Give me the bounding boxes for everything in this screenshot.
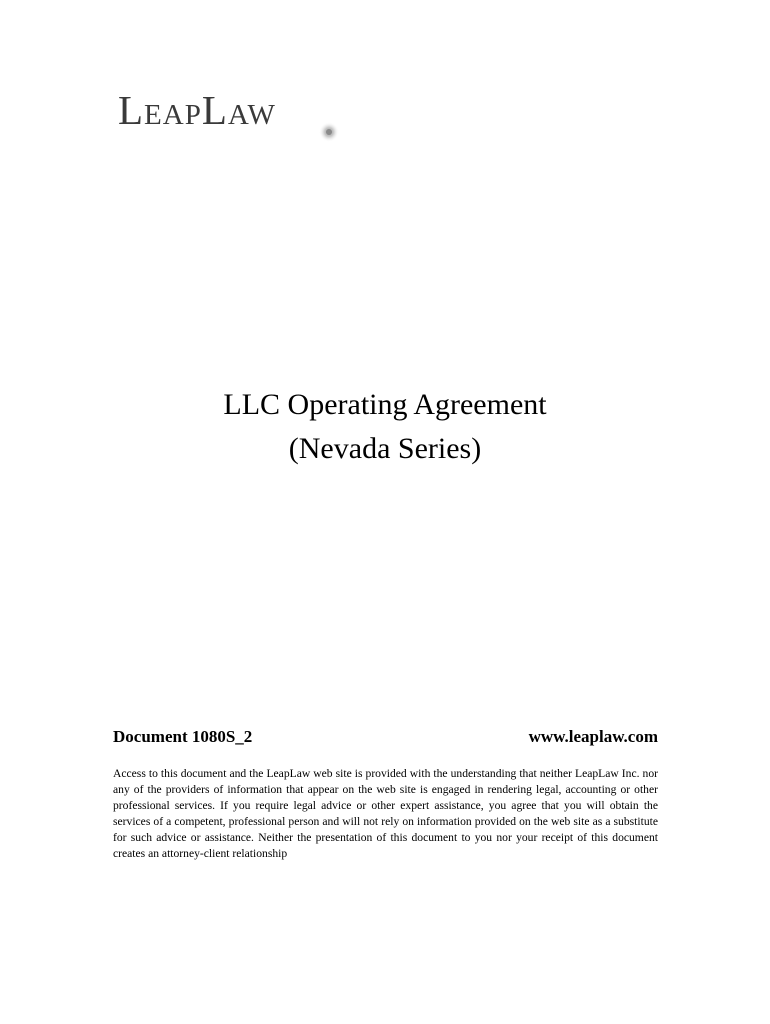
logo-swoosh-icon — [118, 122, 378, 142]
document-title — [0, 383, 770, 471]
document-info-row — [113, 727, 658, 751]
leaplaw-logo — [118, 88, 378, 148]
logo-wordmark: LeapLaw — [118, 87, 276, 133]
disclaimer-paragraph: Access to this document and the LeapLaw web site is provided with the understanding that neither LeapLaw Inc. nor any of the providers of information that appear on the web site is engaged in rendering legal, accounting or other professional services. If you require legal advice or other expert assistance, you agree that you will obtain the services of a competent, professional person and will not rely on information provided on the web site as a substitute for such advice or assistance. Neither the presentation of this document to you nor your receipt of this document creates an attorney-client relationship — [113, 767, 658, 860]
title-line-1: LLC Operating Agreement — [223, 388, 547, 421]
title-line-2: (Nevada Series) — [288, 432, 482, 465]
website-link[interactable]: www.leaplaw.com — [528, 727, 658, 746]
document-number: Document 1080S_2 — [113, 727, 253, 746]
